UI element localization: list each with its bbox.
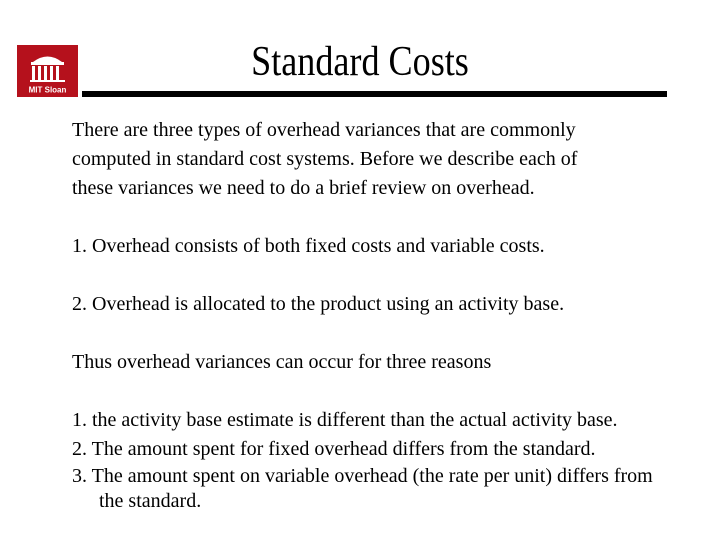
- intro-line-1: There are three types of overhead variances that are commonly: [72, 119, 576, 141]
- slide-title: Standard Costs: [251, 39, 469, 85]
- title-divider: [82, 91, 667, 97]
- svg-text:MIT Sloan: MIT Sloan: [28, 85, 67, 95]
- mit-sloan-logo: [17, 45, 78, 97]
- intro-line-2: computed in standard cost systems. Before we describe each of: [72, 148, 578, 170]
- intro-line-3: these variances we need to do a brief review on overhead.: [72, 177, 535, 199]
- reason-3: 3. The amount spent on variable overhead (the rate per unit) differs from: [72, 465, 653, 487]
- reason-2: 2. The amount spent for fixed overhead differs from the standard.: [72, 438, 596, 460]
- slide-body: [72, 116, 692, 514]
- reasons-intro: Thus overhead variances can occur for three reasons: [72, 351, 492, 373]
- overhead-point-2: 2. Overhead is allocated to the product using an activity base.: [72, 293, 565, 315]
- reason-1: 1. the activity base estimate is different than the actual activity base.: [72, 409, 618, 431]
- reason-3-continuation: the standard.: [99, 490, 202, 512]
- overhead-point-1: 1. Overhead consists of both fixed costs and variable costs.: [72, 235, 545, 257]
- intro-paragraph: [72, 116, 692, 203]
- dome-building-icon: [17, 45, 78, 97]
